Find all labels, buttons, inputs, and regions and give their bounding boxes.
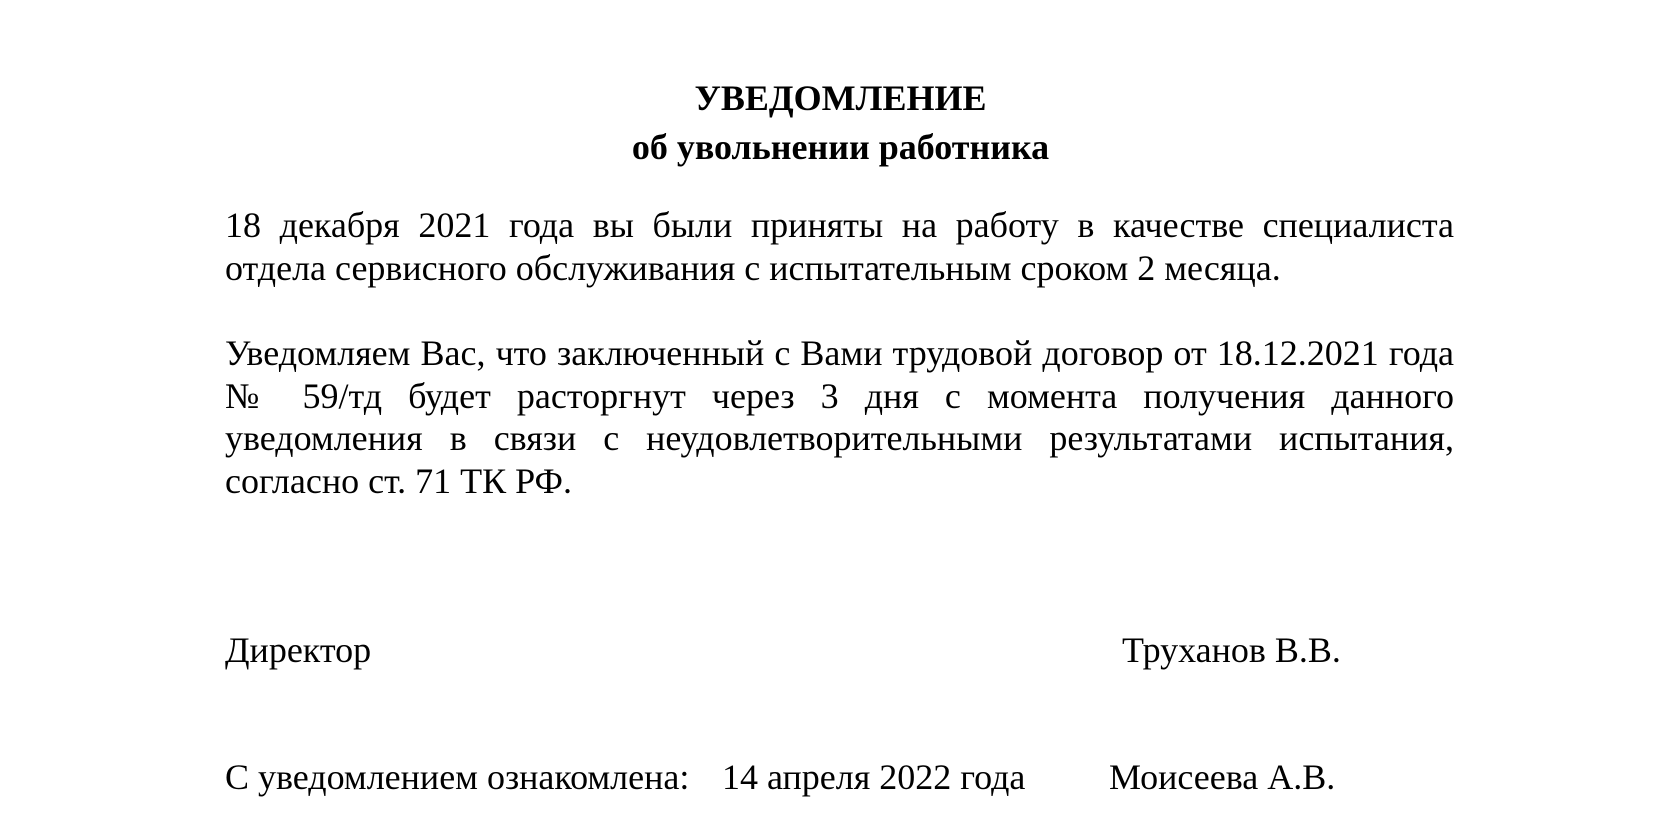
signatory-name: Труханов В.В. (1122, 630, 1341, 670)
document-subtitle: об увольнении работника (631, 127, 1050, 167)
signatory-role: Директор (225, 630, 372, 670)
acknowledgement-date: 14 апреля 2022 года (722, 757, 1026, 797)
acknowledgement-name: Моисеева А.В. (1109, 757, 1336, 797)
paragraph-hiring-info: 18 декабря 2021 года вы были приняты на работу в качестве специалиста отдела сервисного обслуживания с испытательным сроком 2 месяца. (225, 205, 1454, 288)
paragraph-termination-notice: Уведомляем Вас, что заключенный с Вами трудовой договор от 18.12.2021 года № 59/тд будет расторгнут через 3 дня с момента получения данного уведомления в связи с неудовлетворительными результатами испытания, согласно ст. 71 ТК РФ. (225, 333, 1454, 501)
acknowledgement-label: С уведомлением ознакомлена: (225, 757, 690, 797)
document-title: УВЕДОМЛЕНИЕ (694, 78, 987, 118)
